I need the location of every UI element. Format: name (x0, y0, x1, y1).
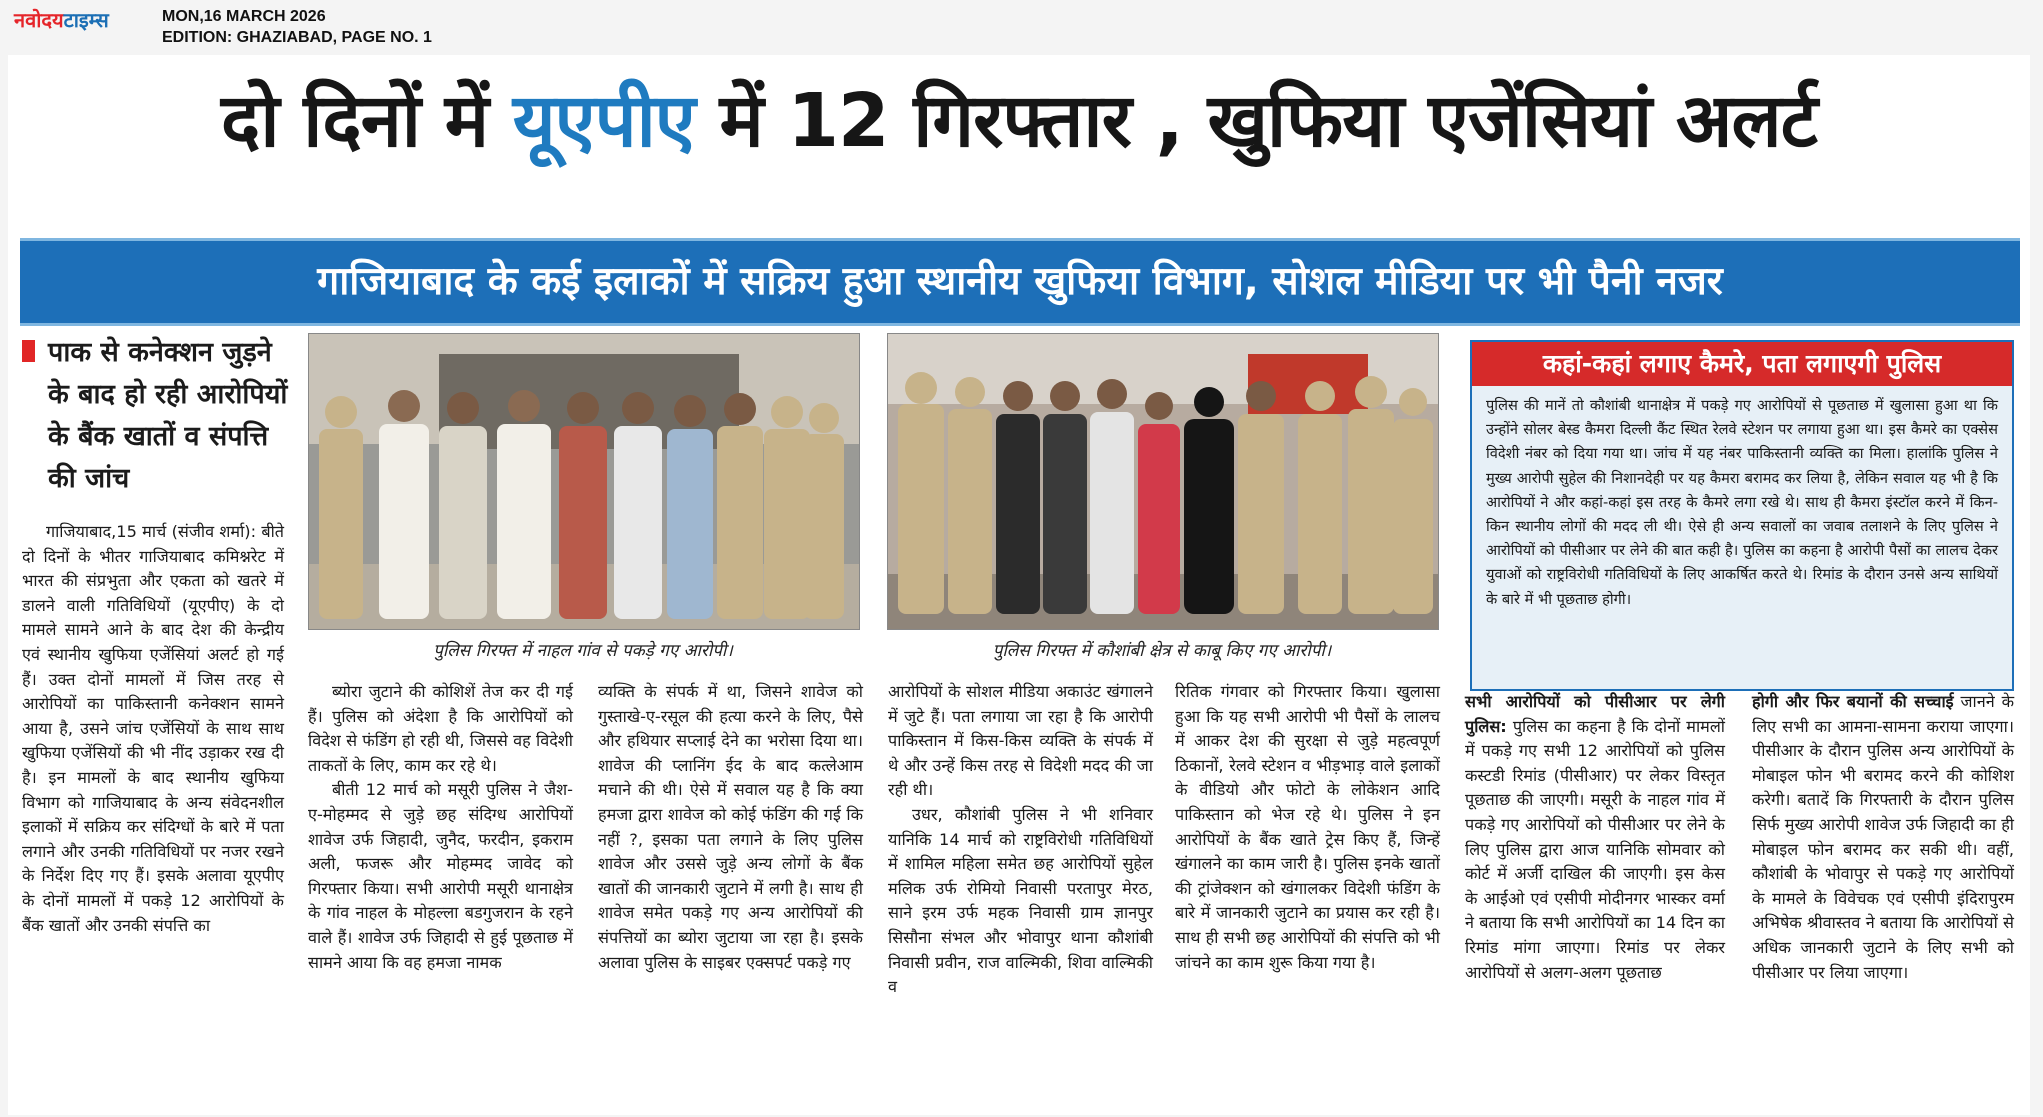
story-column-5 (1175, 680, 1440, 975)
story-paragraph: जानने के लिए सभी का आमना-सामना कराया जाएगा। पीसीआर के दौरान पुलिस अन्य आरोपियों के मोबाइल फोन भी बरामद करने की कोशिश करेगी। बतादें कि गिरफ्तारी के दौरान पुलिस सिर्फ मुख्य आरोपी शावेज उर्फ जिहादी का ही मोबाइल फोन बरामद कर सकी थी। वहीं, कौशांबी के भोवापुर से पकड़े गए आरोपियों के मामले के विवेचक एवं एसीपी इंदिरापुरम अभिषेक श्रीवास्तव ने बताया कि आरोपियों से अधिक जानकारी जुटाने के लिए सभी को पीसीआर पर लिया जाएगा। (1752, 692, 2014, 982)
edition-page: EDITION: GHAZIABAD, PAGE NO. 1 (162, 29, 432, 46)
subheading-pcr: सभी आरोपियों को पीसीआर पर लेगी पुलिस: (1465, 692, 1725, 736)
story-paragraph: रितिक गंगवार को गिरफ्तार किया। खुलासा हुआ कि यह सभी आरोपी भी पैसों के लालच में आकर देश की सुरक्षा से जुड़े महत्वपूर्ण ठिकानों, रेलवे स्टेशन व भीड़भाड़ वाले इलाकों के वीडियो और फोटो के लोकेशन आदि पाकिस्तान को भेज रहे थे। पुलिस ने इन आरोपियों के बैंक खाते ट्रेस किए हैं, जिन्हें खंगालने का काम जारी है। पुलिस इनके खातों की ट्रांजेक्शन को खंगालकर विदेशी फंडिंग के बारे में जानकारी जुटाने का प्रयास कर रही है। साथ ही सभी छह आरोपियों की संपत्ति को भी जांचने का काम शुरू किया गया है। (1175, 682, 1440, 972)
sidebar-body: पुलिस की मानें तो कौशांबी थानाक्षेत्र में पकड़े गए आरोपियों से पूछताछ में खुलासा हुआ था कि उन्होंने सोलर बेस्ड कैमरा दिल्ली कैंट स्थित रेलवे स्टेशन पर लगाया हुआ था। इस कैमरे का एक्सेस विदेशी नंबर को दिया गया था। जांच में यह नंबर पाकिस्तानी व्यक्ति का मिला। हालांकि पुलिस ने मुख्य आरोपी सुहेल की निशानदेही पर यह कैमरा बरामद कर लिया है, लेकिन सवाल यह भी है कि आरोपियों ने और कहां-कहां इस तरह के कैमरे लगा रखे थे। साथ ही कैमरा इंस्टॉल करने में किन-किन स्थानीय लोगों की मदद ली थी। ऐसे ही अन्य सवालों का जवाब तलाशने के लिए पुलिस ने आरोपियों को पीसीआर पर लेने की बात कही है। पुलिस का कहना है आरोपी पैसों का लालच देकर युवाओं को राष्ट्रविरोधी गतिविधियों के लिए आकर्षित करते थे। रिमांड के दौरान उनसे अन्य साथियों के बारे में भी पूछताछ होगी। (1486, 397, 1998, 608)
photo-kaushambi-arrest (887, 333, 1439, 630)
story-paragraph: ब्योरा जुटाने की कोशिशें तेज कर दी गई हैं। पुलिस को अंदेशा है कि आरोपियों को विदेश से फंडिंग हो रही थी, जिससे वह विदेशी ताकतों के लिए, काम कर रहे थे। (308, 682, 573, 775)
story-column-1 (22, 520, 284, 938)
story-column-3 (598, 680, 863, 975)
page-headline (8, 65, 2030, 177)
story-column-6 (1465, 690, 1725, 985)
police-group-photo-right (888, 334, 1438, 629)
story-column-4 (888, 680, 1153, 1000)
story-paragraph: उधर, कौशांबी पुलिस ने भी शनिवार यानिकि 14 मार्च को राष्ट्रविरोधी गतिविधियों में शामिल महिला समेत छह आरोपियों सुहेल मलिक उर्फ रोमियो निवासी परतापुर मेरठ, साने इरम उर्फ महक निवासी ग्राम ज्ञानपुर सिसौना संभल और भोवापुर थाना कौशांबी निवासी प्रवीन, राज वाल्मिकी, शिवा वाल्मिकी व (888, 804, 1153, 997)
edition-info (162, 6, 432, 48)
story-paragraph: पुलिस का कहना है कि दोनों मामलों में पकड़े गए सभी 12 आरोपियों को पुलिस कस्टडी रिमांड (पीसीआर) पर लेकर विस्तृत पूछताछ की जाएगी। मसूरी के नाहल गांव में पकड़े गए आरोपियों को पीसीआर पर लेने के लिए पुलिस द्वारा आज यानिकि सोमवार को कोर्ट में अर्जी दाखिल की जाएगी। इस केस के आईओ एवं एसीपी मोदीनगर भास्कर वर्मा ने बताया कि सभी आरोपियों का 14 दिन का रिमांड मांगा जाएगा। रिमांड पर लेकर आरोपियों से अलग-अलग पूछताछ (1465, 716, 1725, 982)
story-column-2 (308, 680, 573, 975)
photo-nahal-arrest (308, 333, 860, 630)
photo-caption-left: पुलिस गिरफ्त में नाहल गांव से पकड़े गए आरोपी। (433, 641, 733, 661)
story-column-7 (1752, 690, 2014, 985)
kicker-text: पाक से कनेक्शन जुड़ने के बाद हो रही आरोपियों के बैंक खातों व संपत्ति की जांच (48, 337, 288, 494)
police-group-photo-left (309, 334, 859, 629)
subheading-continued: होगी और फिर बयानों की सच्चाई (1752, 692, 1954, 711)
photo-caption-right: पुलिस गिरफ्त में कौशांबी क्षेत्र से काबू किए गए आरोपी। (992, 641, 1332, 661)
kicker-bullet-icon (22, 340, 35, 362)
logo-suffix: टाइम्स (63, 8, 109, 32)
logo-name: नवोदय (14, 8, 64, 32)
subheadline: गाजियाबाद के कई इलाकों में सक्रिय हुआ स्थानीय खुफिया विभाग, सोशल मीडिया पर भी पैनी नजर (317, 259, 1723, 304)
story-paragraph: आरोपियों के सोशल मीडिया अकाउंट खंगालने में जुटे हैं। पता लगाया जा रहा है कि आरोपी पाकिस्तान में किस-किस व्यक्ति के संपर्क में थे और उन्हें किस तरह से विदेशी मदद की जा रही थी। (888, 682, 1153, 800)
newspaper-logo (14, 6, 109, 33)
edition-date: MON,16 MARCH 2026 (162, 8, 326, 25)
headline-highlight: यूएपीए (512, 78, 695, 164)
headline-part1: दो दिनों में (221, 78, 513, 164)
sidebar-box (1470, 340, 2014, 691)
story-paragraph: बीती 12 मार्च को मसूरी पुलिस ने जैश-ए-मोहम्मद से जुड़े छह संदिग्ध आरोपियों शावेज उर्फ जिहादी, जुनैद, फरदीन, इकराम अली, फजरू और मोहम्मद जावेद को गिरफ्तार किया। सभी आरोपी मसूरी थानाक्षेत्र के गांव नाहल के मोहल्ला बडगुजरान के रहने वाले हैं। शावेज उर्फ जिहादी से हुई पूछताछ में सामने आया कि वह हमजा नामक (308, 780, 573, 972)
masthead (0, 0, 2043, 52)
story-paragraph: व्यक्ति के संपर्क में था, जिसने शावेज को गुस्ताखे-ए-रसूल की हत्या करने के लिए, पैसे और हथियार सप्लाई देने का भरोसा दिया था। शावेज की प्लानिंग ईद के बाद कत्लेआम मचाने की थी। ऐसे में सवाल यह है कि क्या हमजा द्वारा शावेज को कोई फंडिंग की गई कि नहीं ?, इसका पता लगाने के लिए पुलिस शावेज और उससे जुड़े अन्य लोगों के बैंक खातों की जानकारी जुटाने में लगी है। साथ ही शावेज समेत पकड़े गए अन्य आरोपियों की संपत्तियों का ब्योरा जुटाया जा रहा है। इसके अलावा पुलिस के साइबर एक्सपर्ट पकड़े गए (598, 682, 863, 972)
story-paragraph: गाजियाबाद,15 मार्च (संजीव शर्मा): बीते दो दिनों के भीतर गाजियाबाद कमिश्नरेट में भारत की संप्रभुता और एकता को खतरे में डालने वाली गतिविधियों (यूएपीए) के दो मामले सामने आने के बाद देश की केन्द्रीय एवं स्थानीय खुफिया एजेंसियां अलर्ट हो गई हैं। उक्त दोनों मामलों में जिस तरह से आरोपियों का पाकिस्तानी कनेक्शन सामने आया है, उसने जांच एजेंसियों के साथ साथ खुफिया एजेंसियों की भी नींद उड़ाकर रख दी है। इन मामलों के बाद स्थानीय खुफिया विभाग को गाजियाबाद के अन्य संवेदनशील इलाकों में सक्रिय कर संदिग्धों के बारे में पता लगाने और उनकी गतिविधियों पर नजर रखने के निर्देश दिए गए हैं। इसके अलावा यूएपीए के दोनों मामलों में पकड़े 12 आरोपियों के बैंक खातों और उनकी संपत्ति का (22, 522, 284, 935)
sidebar-title: कहां-कहां लगाए कैमरे, पता लगाएगी पुलिस (1472, 342, 2012, 386)
headline-part2: में 12 गिरफ्तार , खुफिया एजेंसियां अलर्ट (694, 78, 1817, 164)
subheadline-banner (20, 238, 2020, 326)
